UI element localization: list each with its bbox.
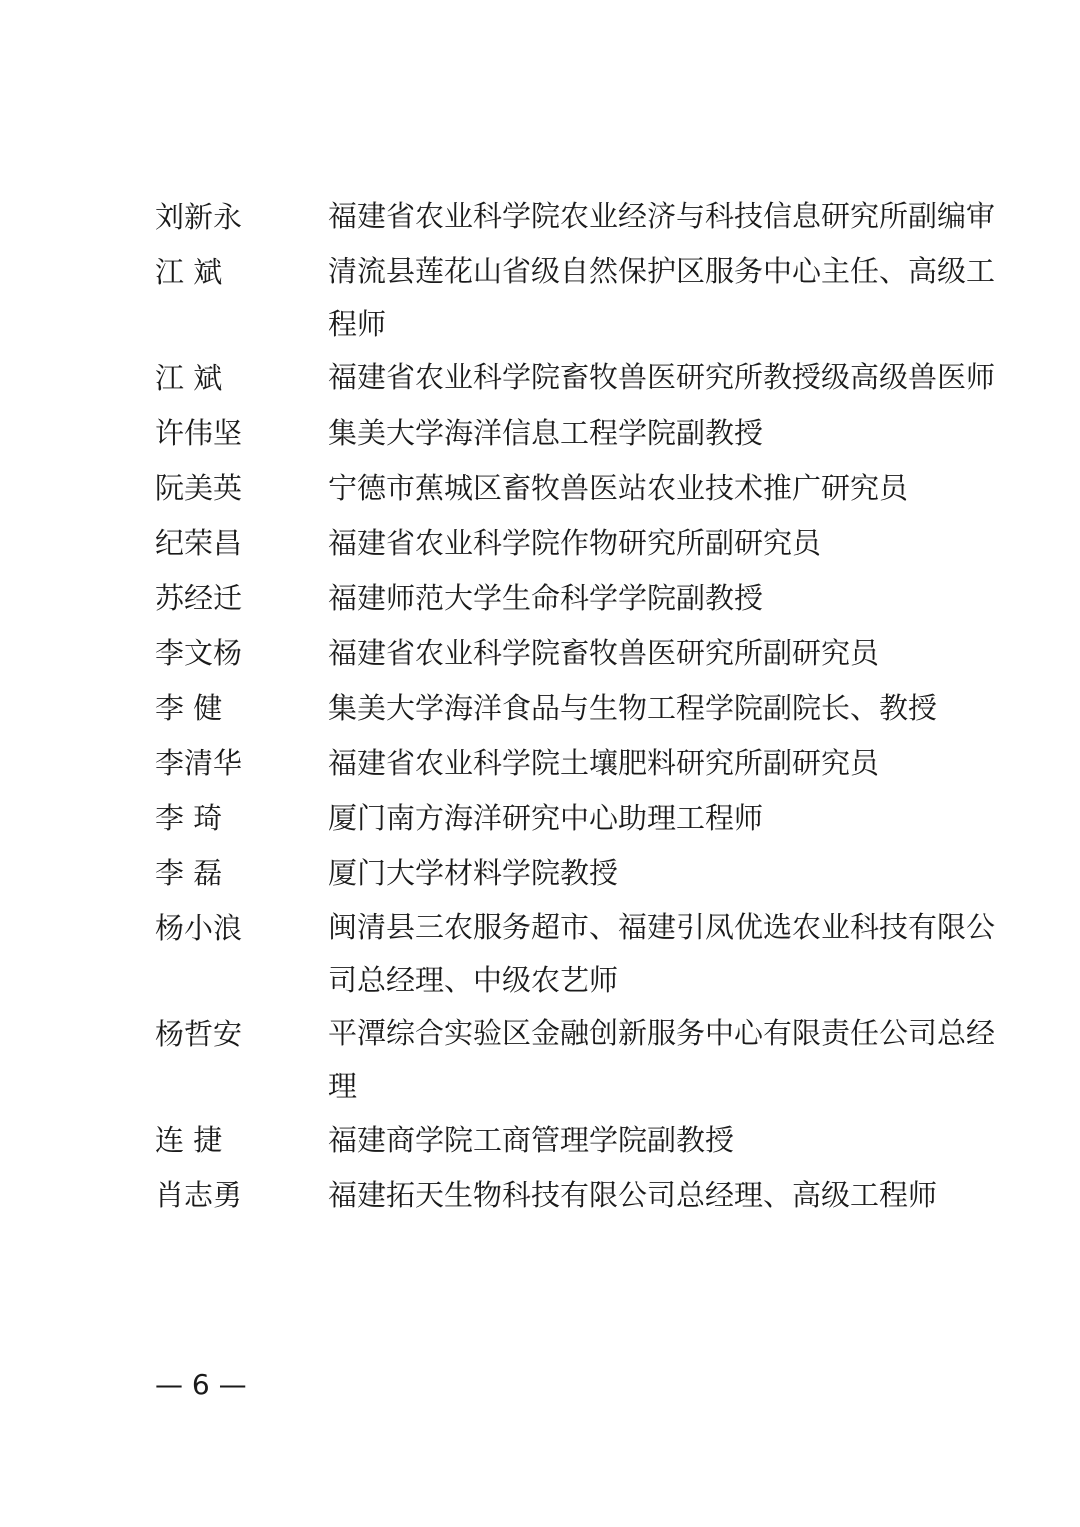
- person-affiliation: 宁德市蕉城区畜牧兽医站农业技术推广研究员: [328, 471, 909, 505]
- list-item: [155, 846, 1015, 901]
- page-number: — 6 —: [155, 1368, 247, 1401]
- person-affiliation: 集美大学海洋食品与生物工程学院副院长、教授: [328, 691, 938, 725]
- person-affiliation: 清流县莲花山省级自然保护区服务中心主任、高级工程师: [328, 254, 996, 341]
- list-item: [155, 1007, 1015, 1113]
- person-name: 杨哲安: [155, 1017, 243, 1051]
- person-name: 李 健: [155, 691, 223, 725]
- list-item: [155, 406, 1015, 461]
- list-item: [155, 626, 1015, 681]
- person-name: 江 斌: [155, 255, 223, 289]
- person-affiliation: 闽清县三农服务超市、福建引凤优选农业科技有限公司总经理、中级农艺师: [328, 910, 996, 997]
- person-name: 李 琦: [155, 801, 223, 835]
- person-affiliation: 福建省农业科学院畜牧兽医研究所教授级高级兽医师: [328, 360, 996, 394]
- person-affiliation: 福建省农业科学院畜牧兽医研究所副研究员: [328, 636, 880, 670]
- person-affiliation: 福建拓天生物科技有限公司总经理、高级工程师: [328, 1178, 938, 1212]
- person-affiliation: 平潭综合实验区金融创新服务中心有限责任公司总经理: [328, 1016, 996, 1103]
- person-name: 肖志勇: [155, 1178, 243, 1212]
- list-item: [155, 516, 1015, 571]
- list-item: [155, 245, 1015, 351]
- person-name: 江 斌: [155, 361, 223, 395]
- list-item: [155, 681, 1015, 736]
- person-name: 杨小浪: [155, 911, 243, 945]
- person-name: 李文杨: [155, 636, 243, 670]
- person-name: 刘新永: [155, 200, 243, 234]
- list-item: [155, 461, 1015, 516]
- list-item: [155, 190, 1015, 245]
- list-item: [155, 351, 1015, 406]
- person-affiliation: 厦门南方海洋研究中心助理工程师: [328, 801, 764, 835]
- person-name: 许伟坚: [155, 416, 243, 450]
- person-affiliation: 集美大学海洋信息工程学院副教授: [328, 416, 764, 450]
- person-affiliation: 福建省农业科学院作物研究所副研究员: [328, 526, 822, 560]
- person-affiliation: 厦门大学材料学院教授: [328, 856, 619, 890]
- personnel-list: [155, 190, 1015, 1223]
- list-item: [155, 901, 1015, 1007]
- list-item: [155, 791, 1015, 846]
- person-affiliation: 福建师范大学生命科学学院副教授: [328, 581, 764, 615]
- person-affiliation: 福建省农业科学院土壤肥料研究所副研究员: [328, 746, 880, 780]
- person-name: 李清华: [155, 746, 243, 780]
- person-affiliation: 福建省农业科学院农业经济与科技信息研究所副编审: [328, 199, 996, 233]
- person-name: 苏经迁: [155, 581, 243, 615]
- list-item: [155, 1168, 1015, 1223]
- person-name: 纪荣昌: [155, 526, 243, 560]
- list-item: [155, 571, 1015, 626]
- person-affiliation: 福建商学院工商管理学院副教授: [328, 1123, 735, 1157]
- person-name: 李 磊: [155, 856, 223, 890]
- list-item: [155, 1113, 1015, 1168]
- person-name: 连 捷: [155, 1123, 223, 1157]
- person-name: 阮美英: [155, 471, 243, 505]
- list-item: [155, 736, 1015, 791]
